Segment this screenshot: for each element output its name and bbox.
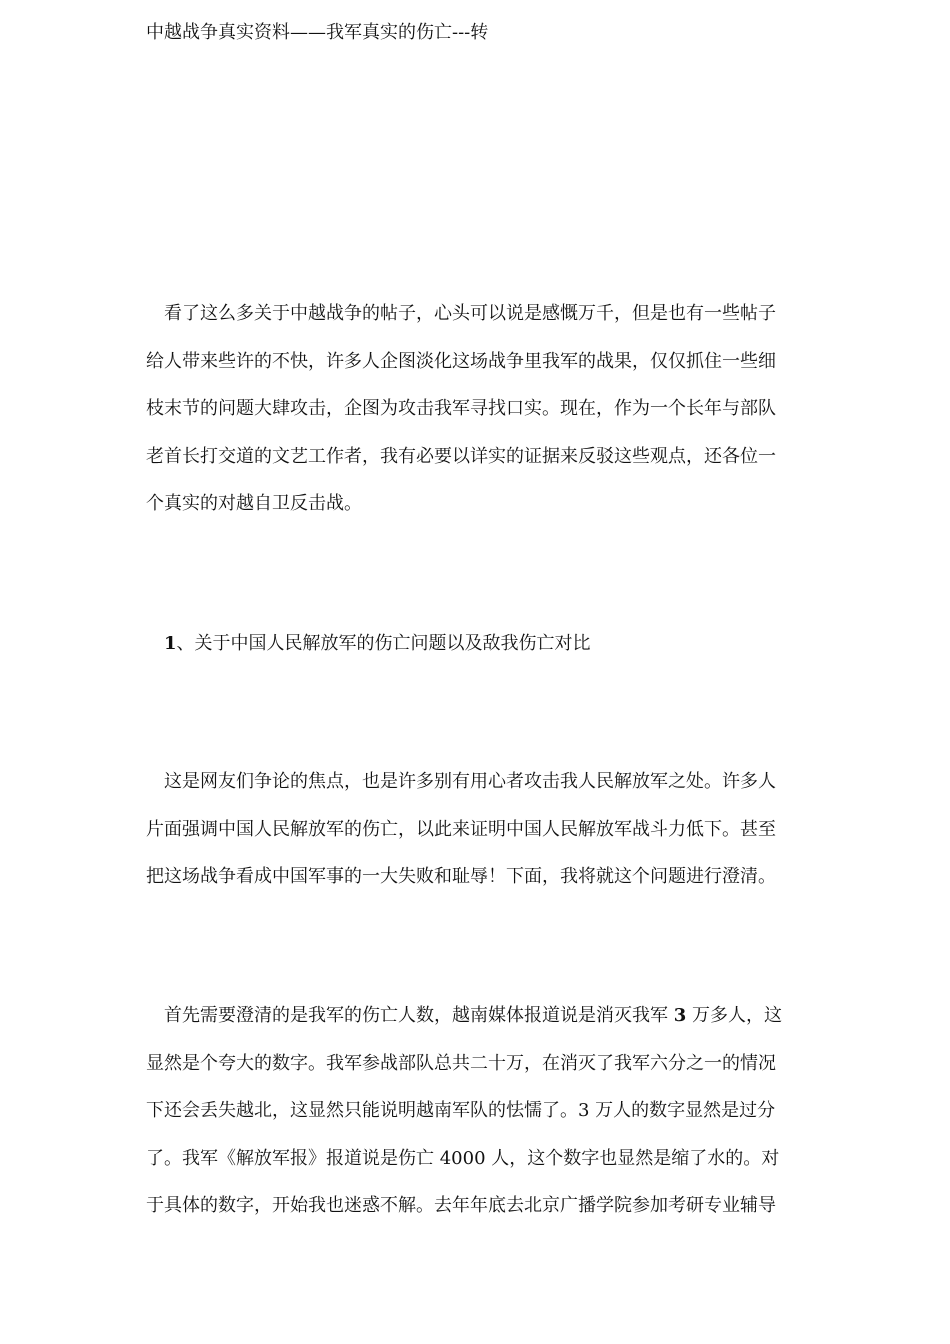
document-title: 中越战争真实资料——我军真实的伤亡---转 [146,22,489,43]
paragraph-line: 个真实的对越自卫反击战。 [146,493,362,514]
paragraph-line: 这是网友们争论的焦点，也是许多别有用心者攻击我人民解放军之处。许多人 [164,771,776,792]
paragraph-line: 枝末节的问题大肆攻击，企图为攻击我军寻找口实。现在，作为一个长年与部队 [146,398,776,419]
paragraph-line: 把这场战争看成中国军事的一大失败和耻辱！下面，我将就这个问题进行澄清。 [146,866,776,887]
paragraph-line: 看了这么多关于中越战争的帖子，心头可以说是感慨万千，但是也有一些帖子 [164,303,776,324]
paragraph-line: 老首长打交道的文艺工作者，我有必要以详实的证据来反驳这些观点，还各位一 [146,445,776,467]
paragraph-line: 下还会丢失越北，这显然只能说明越南军队的怯懦了。3 万人的数字显然是过分 [146,1100,776,1121]
paragraph-line: 显然是个夸大的数字。我军参战部队总共二十万，在消灭了我军六分之一的情况 [146,1052,776,1074]
heading-line [146,620,810,668]
paragraph-line: 给人带来些许的不快，许多人企图淡化这场战争里我军的战果，仅仅抓住一些细 [146,350,776,372]
paragraph-line: 了。我军《解放军报》报道说是伤亡 4000 人，这个数字也显然是缩了水的。对 [146,1147,780,1169]
paragraph-casualties [146,992,810,1230]
paragraph-line: 片面强调中国人民解放军的伤亡，以此来证明中国人民解放军战斗力低下。甚至 [146,818,776,840]
section-heading [146,620,810,668]
paragraph-line [146,992,810,1040]
paragraph-line: 于具体的数字，开始我也迷惑不解。去年年底去北京广播学院参加考研专业辅导 [146,1195,776,1216]
line-segment: 万多人，这 [686,1005,782,1026]
bold-number: 3 [673,1005,687,1026]
paragraph-intro [146,290,810,528]
heading-number: 1 [164,633,177,654]
line-segment: 首先需要澄清的是我军的伤亡人数，越南媒体报道说是消灭我军 [164,1005,674,1026]
paragraph-focus [146,758,810,901]
heading-text: 、关于中国人民解放军的伤亡问题以及敌我伤亡对比 [176,633,591,654]
